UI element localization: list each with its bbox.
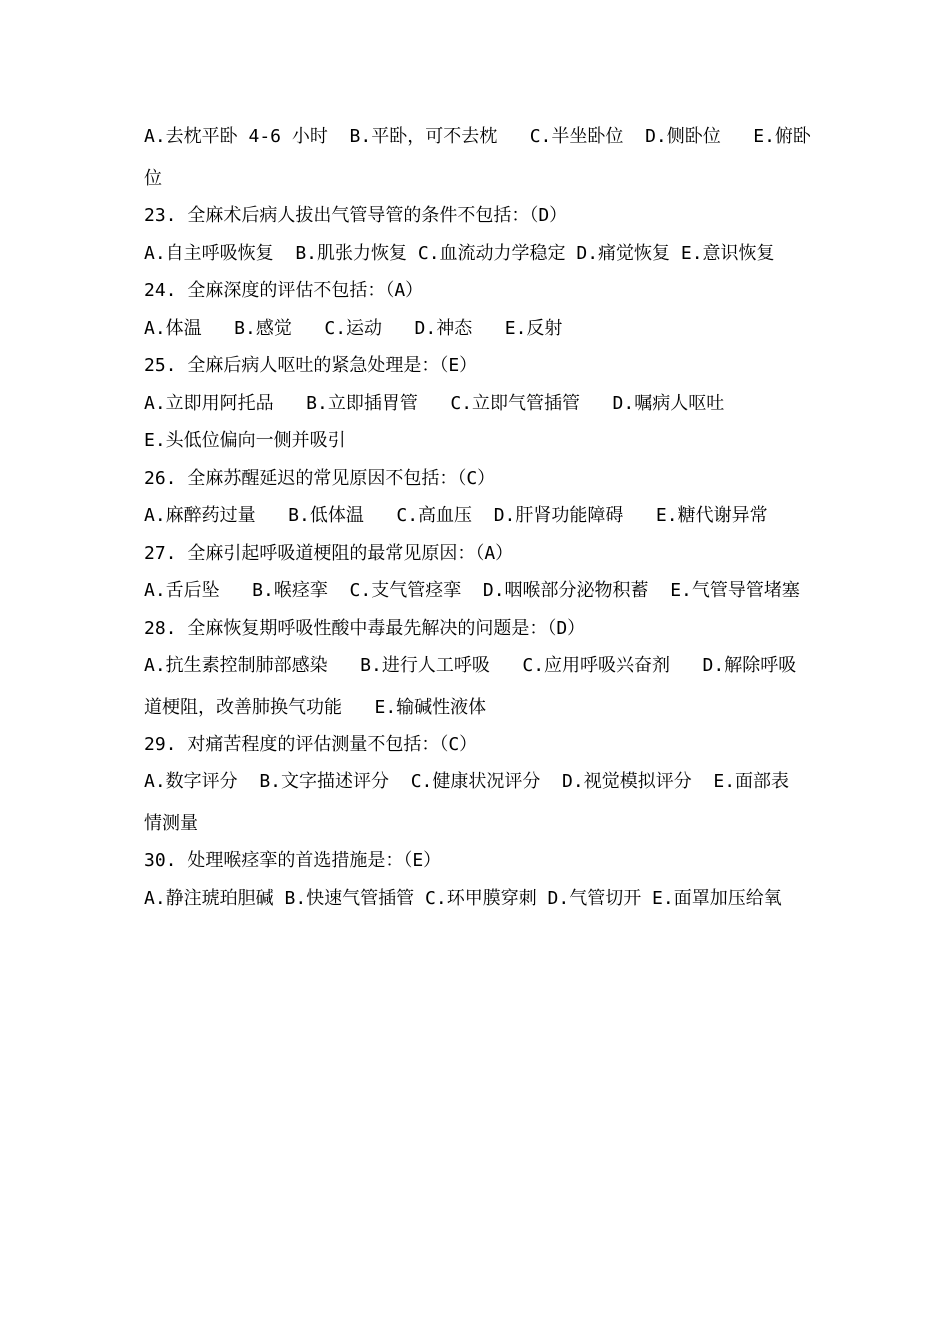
q23-options: A.自主呼吸恢复 B.肌张力恢复 C.血流动力学稳定 D.痛觉恢复 E.意识恢复: [144, 243, 775, 264]
question-26: 26. 全麻苏醒延迟的常见原因不包括：（C）: [144, 468, 496, 489]
question-28: 28. 全麻恢复期呼吸性酸中毒最先解决的问题是：（D）: [144, 618, 586, 639]
q22-options-line2: 位: [144, 168, 162, 189]
q25-options-line2: E.头低位偏向一侧并吸引: [144, 430, 346, 451]
question-27: 27. 全麻引起呼吸道梗阻的最常见原因：（A）: [144, 543, 514, 564]
q25-options-line1: A.立即用阿托品 B.立即插胃管 C.立即气管插管 D.嘱病人呕吐: [144, 393, 725, 414]
question-25: 25. 全麻后病人呕吐的紧急处理是：（E）: [144, 355, 478, 376]
question-23: 23. 全麻术后病人拔出气管导管的条件不包括：（D）: [144, 205, 568, 226]
q29-options-line1: A.数字评分 B.文字描述评分 C.健康状况评分 D.视觉模拟评分 E.面部表: [144, 771, 790, 792]
question-29: 29. 对痛苦程度的评估测量不包括：（C）: [144, 734, 478, 755]
q28-options-line2: 道梗阻，改善肺换气功能 E.输碱性液体: [144, 697, 487, 718]
q26-options: A.麻醉药过量 B.低体温 C.高血压 D.肝肾功能障碍 E.糖代谢异常: [144, 505, 768, 526]
q27-options: A.舌后坠 B.喉痉挛 C.支气管痉挛 D.咽喉部分泌物积蓄 E.气管导管堵塞: [144, 580, 800, 601]
q30-options: A.静注琥珀胆碱 B.快速气管插管 C.环甲膜穿刺 D.气管切开 E.面罩加压给氧: [144, 888, 782, 909]
q22-options-line1: A.去枕平卧 4-6 小时 B.平卧，可不去枕 C.半坐卧位 D.侧卧位 E.俯卧: [144, 126, 811, 147]
question-30: 30. 处理喉痉挛的首选措施是：（E）: [144, 850, 442, 871]
q24-options: A.体温 B.感觉 C.运动 D.神态 E.反射: [144, 318, 563, 339]
question-24: 24. 全麻深度的评估不包括：（A）: [144, 280, 424, 301]
q29-options-line2: 情测量: [144, 813, 198, 834]
q28-options-line1: A.抗生素控制肺部感染 B.进行人工呼吸 C.应用呼吸兴奋剂 D.解除呼吸: [144, 655, 797, 676]
